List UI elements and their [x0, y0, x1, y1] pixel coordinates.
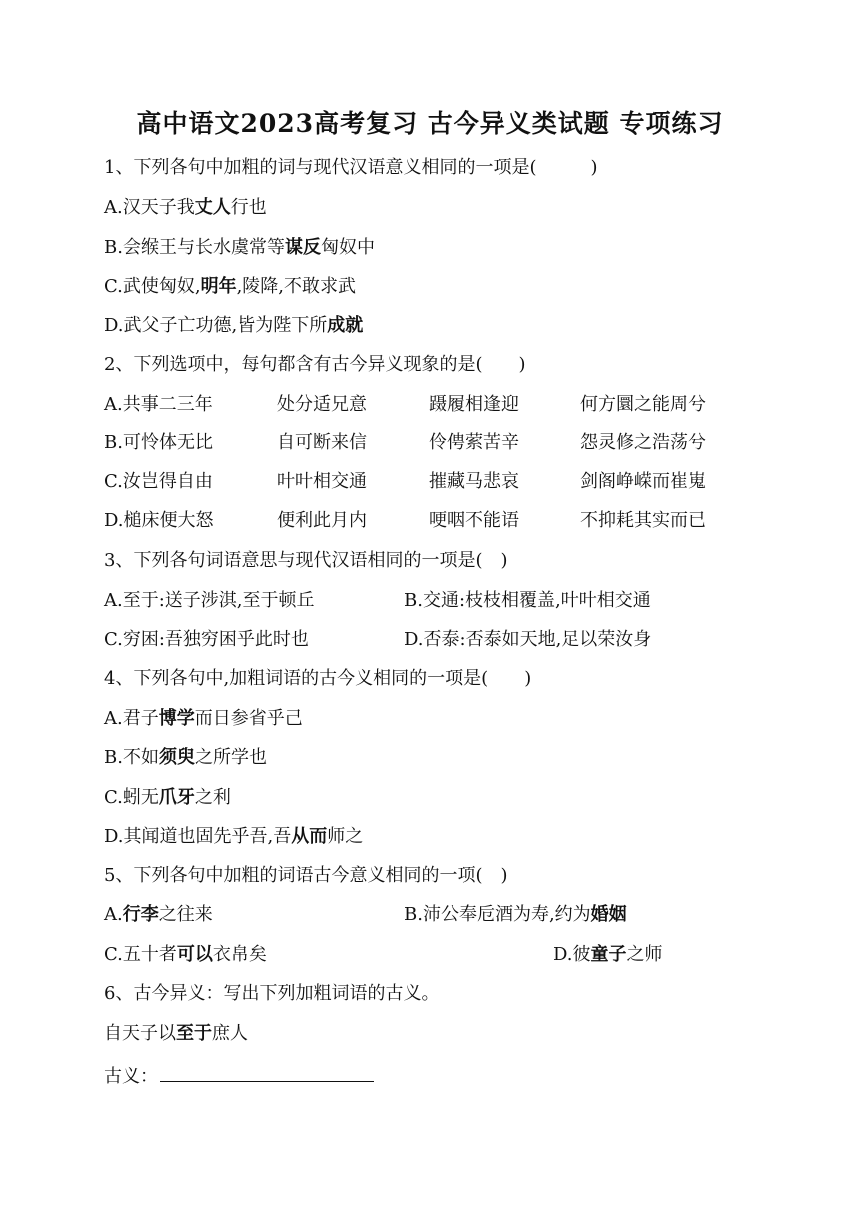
option-text: 之往来 [158, 904, 213, 925]
question-1-stem: 1、下列各句中加粗的词与现代汉语意义相同的一项是( ) [104, 157, 598, 178]
bold-word: 爪牙 [158, 787, 195, 808]
bold-word: 成就 [327, 315, 364, 336]
question-5-option-d [553, 943, 663, 967]
option-text: 而日参省乎己 [194, 708, 303, 729]
option-cell: 便利此月内 [277, 510, 367, 531]
question-6-sentence [104, 1022, 248, 1046]
bold-word: 可以 [176, 944, 213, 965]
option-text: A.君子 [104, 708, 159, 729]
option-text: B.不如 [104, 747, 159, 768]
bold-word: 婚姻 [590, 904, 627, 925]
question-1-option-c [104, 275, 356, 299]
question-6-answer-line [104, 1063, 374, 1089]
bold-word: 博学 [158, 708, 195, 729]
question-1-option-d [104, 314, 363, 338]
option-text: D.其闻道也固先乎吾,吾 [104, 826, 292, 847]
answer-label: 古义： [104, 1066, 158, 1087]
question-5-stem: 5、下列各句中加粗的词语古今意义相同的一项( ) [104, 865, 508, 886]
option-cell: 处分适兄意 [277, 394, 367, 415]
option-text: C.蚓无 [104, 787, 159, 808]
option-cell: B.可怜体无比 [104, 432, 213, 453]
bold-word: 须臾 [158, 747, 195, 768]
bold-word: 至于 [176, 1023, 212, 1044]
question-3-option-a: A.至于:送子涉淇,至于顿丘 [104, 590, 315, 611]
question-4-option-c [104, 786, 231, 810]
question-4-option-a [104, 707, 303, 731]
option-text: 之所学也 [194, 747, 267, 768]
answer-blank[interactable] [160, 1063, 374, 1082]
sentence-text: 庶人 [212, 1023, 248, 1044]
option-cell: D.槌床便大怒 [104, 510, 214, 531]
option-cell: 怨灵修之浩荡兮 [580, 432, 706, 453]
question-3-option-b: B.交通:枝枝相覆盖,叶叶相交通 [404, 590, 651, 611]
option-text: 衣帛矣 [212, 944, 267, 965]
option-cell: 摧藏马悲哀 [429, 471, 519, 492]
question-5-option-a [104, 903, 213, 927]
question-2-stem: 2、下列选项中，每句都含有古今异义现象的是( ) [104, 354, 526, 375]
option-cell: 剑阁峥嵘而崔嵬 [580, 471, 706, 492]
option-cell: 何方圜之能周兮 [580, 394, 706, 415]
option-text: D.彼 [553, 944, 591, 965]
option-cell: 叶叶相交通 [277, 471, 367, 492]
option-text: B.沛公奉卮酒为寿,约为 [404, 904, 591, 925]
option-cell: 哽咽不能语 [429, 510, 519, 531]
option-cell: A.共事二三年 [104, 394, 213, 415]
question-5-option-b [404, 903, 627, 927]
option-cell: 不抑耗其实而已 [580, 510, 706, 531]
option-text: 行也 [230, 197, 267, 218]
option-cell: 伶俜萦苦辛 [429, 432, 519, 453]
bold-word: 从而 [291, 826, 328, 847]
question-1-option-a [104, 196, 267, 220]
page-title: 高中语文2023高考复习 古今异义类试题 专项练习 [136, 109, 724, 138]
bold-word: 行李 [122, 904, 159, 925]
question-3-stem: 3、下列各句词语意思与现代汉语相同的一项是( ) [104, 550, 508, 571]
option-cell: C.汝岂得自由 [104, 471, 213, 492]
option-text: A.汉天子我 [104, 197, 195, 218]
option-text: D.武父子亡功德,皆为陛下所 [104, 315, 328, 336]
question-4-stem: 4、下列各句中,加粗词语的古今义相同的一项是( ) [104, 668, 532, 689]
sentence-text: 自天子以 [104, 1023, 176, 1044]
question-3-option-c: C.穷困:吾独穷困乎此时也 [104, 629, 309, 650]
option-text: C.武使匈奴, [104, 276, 201, 297]
option-text: 之利 [194, 787, 231, 808]
question-6-stem: 6、古今异义：写出下列加粗词语的古义。 [104, 983, 440, 1004]
option-text: 匈奴中 [320, 237, 375, 258]
bold-word: 明年 [200, 276, 237, 297]
bold-word: 童子 [590, 944, 627, 965]
option-text: 师之 [327, 826, 364, 847]
bold-word: 谋反 [284, 237, 321, 258]
question-3-option-d: D.否泰:否泰如天地,足以荣汝身 [404, 629, 652, 650]
question-5-option-c [104, 943, 267, 967]
question-1-option-b [104, 236, 375, 260]
option-text: B.会缑王与长水虞常等 [104, 237, 285, 258]
question-4-option-d [104, 825, 363, 849]
option-cell: 蹑履相逢迎 [429, 394, 519, 415]
option-text: ,陵降,不敢求武 [236, 276, 357, 297]
question-4-option-b [104, 746, 267, 770]
option-cell: 自可断来信 [277, 432, 367, 453]
option-text: C.五十者 [104, 944, 177, 965]
option-text: 之师 [626, 944, 663, 965]
bold-word: 丈人 [194, 197, 231, 218]
option-text: A. [104, 904, 123, 925]
